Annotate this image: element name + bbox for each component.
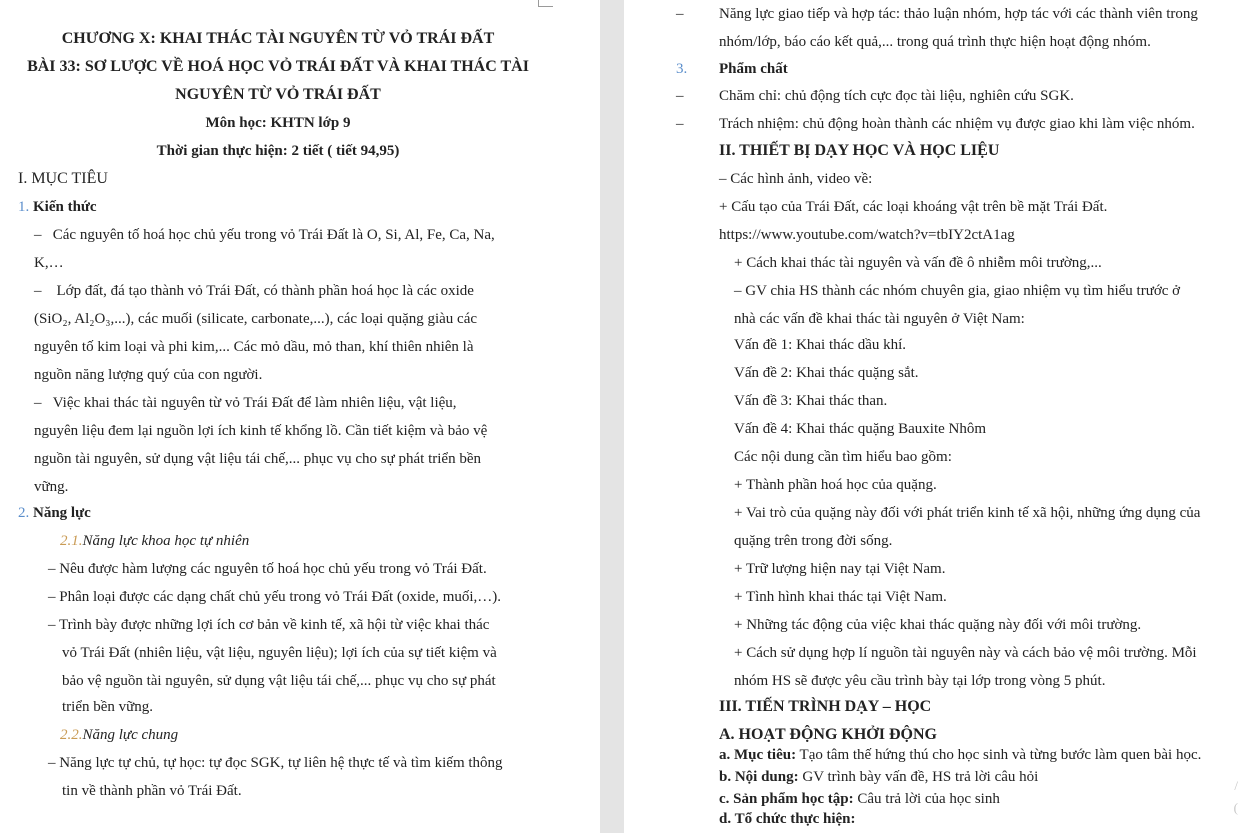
right-bullet-line [676, 5, 684, 23]
paragraph-line: vỏ Trái Đất (nhiên liệu, vật liệu, nguyên liệu); lợi ích của sự tiết kiệm và [62, 645, 497, 661]
materials-line: + Thành phần hoá học của quặng. [734, 477, 937, 493]
lesson-title-line-2: NGUYÊN TỪ VỎ TRÁI ĐẤT [175, 86, 381, 103]
materials-line: – GV chia HS thành các nhóm chuyên gia, giao nhiệm vụ tìm hiểu trước ở [734, 283, 1181, 299]
materials-line: nhóm HS sẽ được yêu cầu trình bày tại lớp trong vòng 5 phút. [734, 673, 1106, 689]
sub-heading-general [60, 726, 178, 744]
materials-line: quặng trên trong đời sống. [734, 533, 893, 549]
issue-line: Vấn đề 3: Khai thác than. [734, 393, 888, 409]
activity-content [719, 768, 1038, 786]
issue-line: Vấn đề 1: Khai thác dầu khí. [734, 337, 907, 353]
knowledge-bullet-3 [34, 394, 457, 412]
item-quality-heading [676, 60, 687, 78]
materials-line: + Tình hình khai thác tại Việt Nam. [734, 589, 947, 605]
dash-bullet: – [676, 6, 684, 22]
duration-line: Thời gian thực hiện: 2 tiết ( tiết 94,95) [156, 143, 400, 159]
competence-line: – Trình bày được những lợi ích cơ bản về kinh tế, xã hội từ việc khai thác [48, 617, 490, 633]
knowledge-bullet-1 [34, 226, 495, 244]
field-text: Tạo tâm thế hứng thú cho học sinh và từng bước làm quen bài học. [796, 747, 1202, 763]
field-label: a. Mục tiêu: [719, 747, 797, 763]
quality-line: Chăm chỉ: chủ động tích cực đọc tài liệu, nghiên cứu SGK. [719, 88, 1074, 104]
dash-bullet: – [34, 283, 42, 299]
item-label: Kiến thức [33, 199, 97, 215]
paragraph-line: Năng lực giao tiếp và hợp tác: thảo luận nhóm, hợp tác với các thành viên trong [719, 6, 1198, 22]
issue-line: Vấn đề 4: Khai thác quặng Bauxite Nhôm [734, 421, 987, 437]
paragraph-line: bảo vệ nguồn tài nguyên, sử dụng vật liệu tái chế,... phục vụ cho sự phát [62, 673, 496, 689]
item-label: Năng lực [33, 505, 91, 521]
quality-line: Trách nhiệm: chủ động hoàn thành các nhiệm vụ được giao khi làm việc nhóm. [719, 116, 1195, 132]
paragraph-line: (SiO₂, Al₂O₃,...), các muối (silicate, carbonate,...), các loại quặng giàu các [34, 311, 478, 327]
paragraph-line: nguyên liệu đem lại nguồn lợi ích kinh tế khổng lồ. Cần tiết kiệm và bảo vệ [34, 423, 488, 439]
paragraph-line: nhóm/lớp, báo cáo kết quả,... trong quá trình thực hiện hoạt động nhóm. [719, 34, 1151, 50]
materials-line: + Cấu tạo của Trái Đất, các loại khoáng vật trên bề mặt Trái Đất. [719, 199, 1108, 215]
dash-bullet: – [676, 88, 684, 104]
dash-bullet: – [34, 395, 42, 411]
dash-bullet: – [676, 116, 684, 132]
materials-line: + Những tác động của việc khai thác quặng này đối với môi trường. [734, 617, 1142, 633]
sub-number: 2.1. [60, 533, 83, 549]
paragraph-line: K,… [34, 255, 64, 271]
activity-product [719, 790, 1000, 808]
materials-line: + Cách khai thác tài nguyên và vấn đề ô nhiễm môi trường,... [734, 255, 1102, 271]
subject-line: Môn học: KHTN lớp 9 [205, 115, 351, 131]
knowledge-bullet-2 [34, 282, 474, 300]
activity-goal [719, 746, 1201, 764]
paragraph-line: triển bền vững. [62, 699, 154, 715]
competence-line: – Nêu được hàm lượng các nguyên tố hoá học chủ yếu trong vỏ Trái Đất. [48, 561, 487, 577]
item-label: Phẩm chất [719, 61, 788, 77]
sub-label: Năng lực chung [82, 727, 179, 743]
section-heading-materials: II. THIẾT BỊ DẠY HỌC VÀ HỌC LIỆU [719, 142, 1000, 159]
item-knowledge-heading [18, 198, 97, 216]
paragraph-text: Lớp đất, đá tạo thành vỏ Trái Đất, có thành phần hoá học là các oxide [56, 283, 474, 299]
page-gutter [600, 0, 624, 833]
field-label: c. Sản phẩm học tập: [719, 791, 854, 807]
activity-organization: d. Tổ chức thực hiện: [719, 811, 856, 827]
video-link[interactable]: https://www.youtube.com/watch?v=tbIY2ctA1ag [719, 227, 1015, 243]
item-number: 3. [676, 61, 688, 77]
margin-glyph: ( [1233, 800, 1238, 815]
materials-line: + Trữ lượng hiện nay tại Việt Nam. [734, 561, 946, 577]
margin-glyph: / [1234, 778, 1238, 793]
materials-line: nhà các vấn đề khai thác tài nguyên ở Việt Nam: [734, 311, 1025, 327]
materials-line: Các nội dung cần tìm hiểu bao gồm: [734, 449, 952, 465]
competence-line: – Phân loại được các dạng chất chủ yếu trong vỏ Trái Đất (oxide, muối,…). [48, 589, 502, 605]
item-number: 1. [18, 199, 30, 215]
materials-line: – Các hình ảnh, video về: [719, 171, 873, 187]
paragraph-line: tin về thành phần vỏ Trái Đất. [62, 783, 242, 799]
section-heading-objectives: I. MỤC TIÊU [18, 170, 108, 187]
field-text: GV trình bày vấn đề, HS trả lời câu hỏi [798, 769, 1039, 785]
paragraph-line: nguồn tài nguyên, sử dụng vật liệu tái chế,... phục vụ cho sự phát triển bền [34, 451, 481, 467]
sub-number: 2.2. [60, 727, 83, 743]
dash-bullet: – [34, 227, 42, 243]
paragraph-line: vững. [34, 479, 69, 495]
field-text: Câu trả lời của học sinh [853, 791, 1000, 807]
item-number: 2. [18, 505, 30, 521]
paragraph-text: Các nguyên tố hoá học chủ yếu trong vỏ Trái Đất là O, Si, Al, Fe, Ca, Na, [52, 227, 495, 243]
field-label: b. Nội dung: [719, 769, 799, 785]
sub-heading-science [60, 532, 249, 550]
sub-label: Năng lực khoa học tự nhiên [82, 533, 250, 549]
paragraph-text: Việc khai thác tài nguyên từ vỏ Trái Đất để làm nhiên liệu, vật liệu, [52, 395, 457, 411]
crop-mark [538, 0, 553, 7]
materials-line: + Cách sử dụng hợp lí nguồn tài nguyên này và cách bảo vệ môi trường. Mỗi [734, 645, 1197, 661]
competence-line: – Năng lực tự chủ, tự học: tự đọc SGK, tự liên hệ thực tế và tìm kiếm thông [48, 755, 503, 771]
lesson-title-line-1: BÀI 33: SƠ LƯỢC VỀ HOÁ HỌC VỎ TRÁI ĐẤT VÀ KHAI THÁC TÀI [27, 58, 529, 75]
document-page-left [0, 0, 600, 833]
document-page-right [624, 0, 1241, 833]
paragraph-line: nguyên tố kim loại và phi kim,... Các mỏ dầu, mỏ than, khí thiên nhiên là [34, 339, 474, 355]
chapter-title: CHƯƠNG X: KHAI THÁC TÀI NGUYÊN TỪ VỎ TRÁI ĐẤT [61, 30, 495, 47]
materials-line: + Vai trò của quặng này đối với phát triển kinh tế xã hội, những ứng dụng của [734, 505, 1201, 521]
item-competence-heading [18, 504, 91, 522]
issue-line: Vấn đề 2: Khai thác quặng sắt. [734, 365, 919, 381]
section-heading-process: III. TIẾN TRÌNH DẠY – HỌC [719, 698, 932, 715]
activity-title: A. HOẠT ĐỘNG KHỞI ĐỘNG [719, 726, 937, 743]
paragraph-line: nguồn năng lượng quý của con người. [34, 367, 263, 383]
